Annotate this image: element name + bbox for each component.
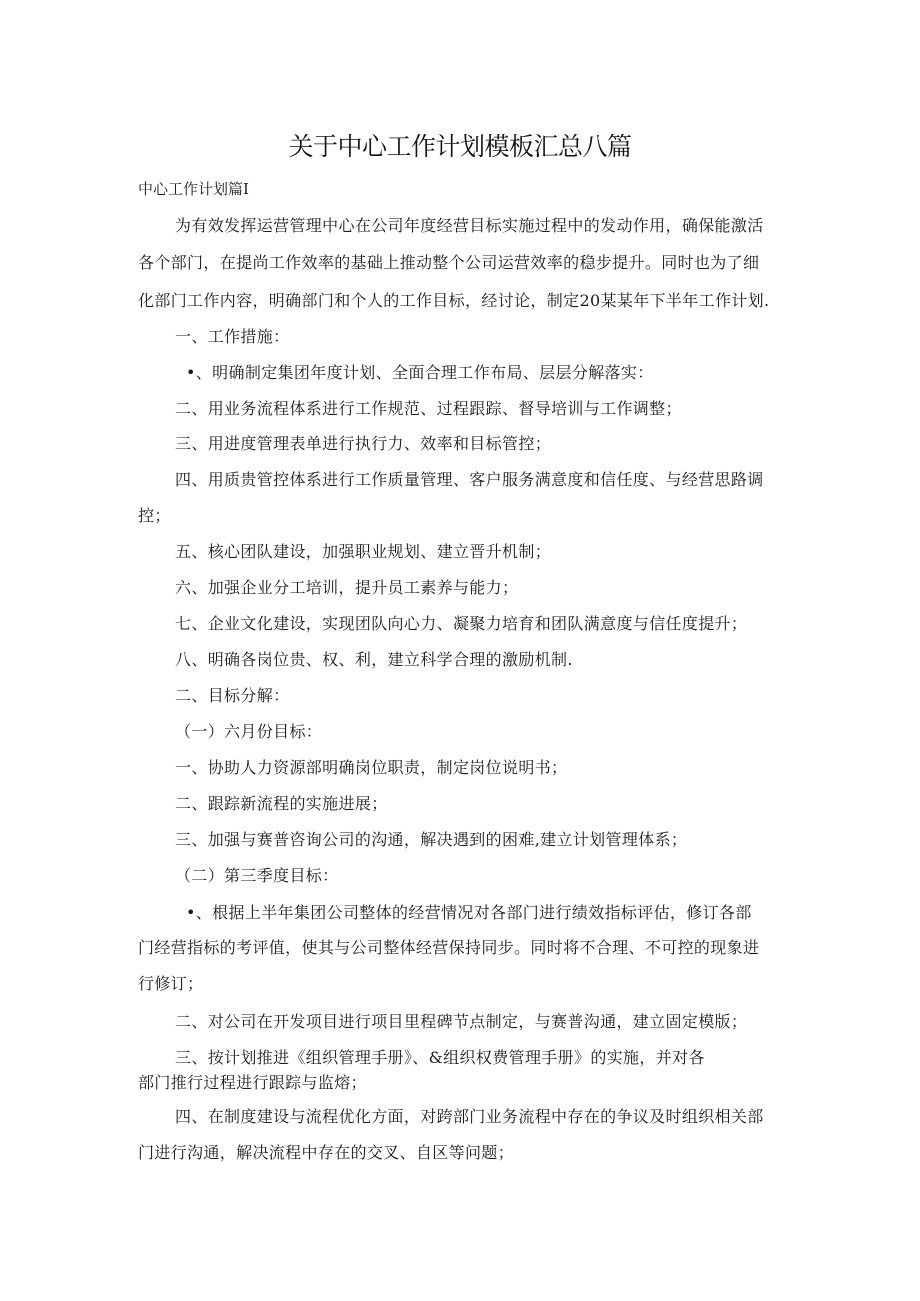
list-item: 六、加强企业分工培训，提升员工素养与能力；	[175, 578, 519, 597]
list-item: 五、核心团队建设，加强职业规划、建立晋升机制；	[175, 542, 552, 561]
list-item-continuation: 门进行沟通，解决流程中存在的交叉、自区等问题；	[138, 1143, 515, 1162]
document-subtitle: 中心工作计划篇Ⅰ	[138, 180, 249, 198]
document-title: 关于中心工作计划模板汇总八篇	[288, 132, 632, 161]
list-item-continuation: 部门推行过程进行跟踪与监熔；	[138, 1073, 367, 1092]
subsection-heading: （一）六月份目标：	[175, 722, 323, 741]
paragraph-line: 为有效发挥运营管理中心在公司年度经营目标实施过程中的发动作用，确保能激活	[175, 216, 764, 235]
paragraph-line: 各个部门，在提尚工作效率的基础上推动整个公司运营效率的稳步提升。同时也为了细	[138, 253, 760, 272]
list-item: 七、企业文化建设，实现团队向心力、凝聚力培育和团队满意度与信任度提升；	[175, 614, 748, 633]
list-item: 二、用业务流程体系进行工作规范、过程跟踪、督导培训与工作调整；	[175, 399, 682, 418]
list-item: 四、在制度建设与流程优化方面，对跨部门业务流程中存在的争议及时组织相关部	[175, 1107, 764, 1126]
list-item: 一、协助人力资源部明确岗位职责，制定岗位说明书；	[175, 758, 568, 777]
list-item: 二、跟踪新流程的实施进展；	[175, 794, 388, 813]
list-item-continuation: 门经营指标的考评值，使其与公司整体经营保持同步。同时将不合理、不可控的现象进	[138, 938, 760, 957]
list-item: 三、加强与赛普咨询公司的沟通，解决遇到的困难,建立计划管理体系；	[175, 830, 688, 849]
section-heading: 一、工作措施：	[175, 327, 290, 346]
subsection-heading: （二）第三季度目标：	[175, 866, 339, 885]
list-item: 八、明确各岗位贵、权、利，建立科学合理的激励机制.	[175, 650, 573, 669]
list-item-continuation: 行修订；	[138, 974, 204, 993]
list-item: •、根据上半年集团公司整体的经营情况对各部门进行绩效指标评估，修订各部	[186, 903, 752, 922]
list-item: 四、用质贵管控体系进行工作质量管理、客户服务满意度和信任度、与经营思路调	[175, 470, 764, 489]
list-item-continuation: 控；	[138, 506, 171, 525]
paragraph-line: 化部门工作内容，明确部门和个人的工作目标，经讨论，制定20某某年下半年工作计划.	[138, 291, 770, 310]
section-heading: 二、目标分解：	[175, 686, 290, 705]
list-item: •、明确制定集团年度计划、全面合理工作布局、层层分解落实：	[186, 363, 654, 382]
list-item: 二、对公司在开发项目进行项目里程碑节点制定，与赛普沟通，建立固定模版；	[175, 1012, 748, 1031]
list-item: 三、用进度管理表单进行执行力、效率和目标管控；	[175, 434, 552, 453]
list-item: 三、按计划推进《组织管理手册》、&组织权费管理手册》的实施，并对各	[175, 1048, 705, 1067]
